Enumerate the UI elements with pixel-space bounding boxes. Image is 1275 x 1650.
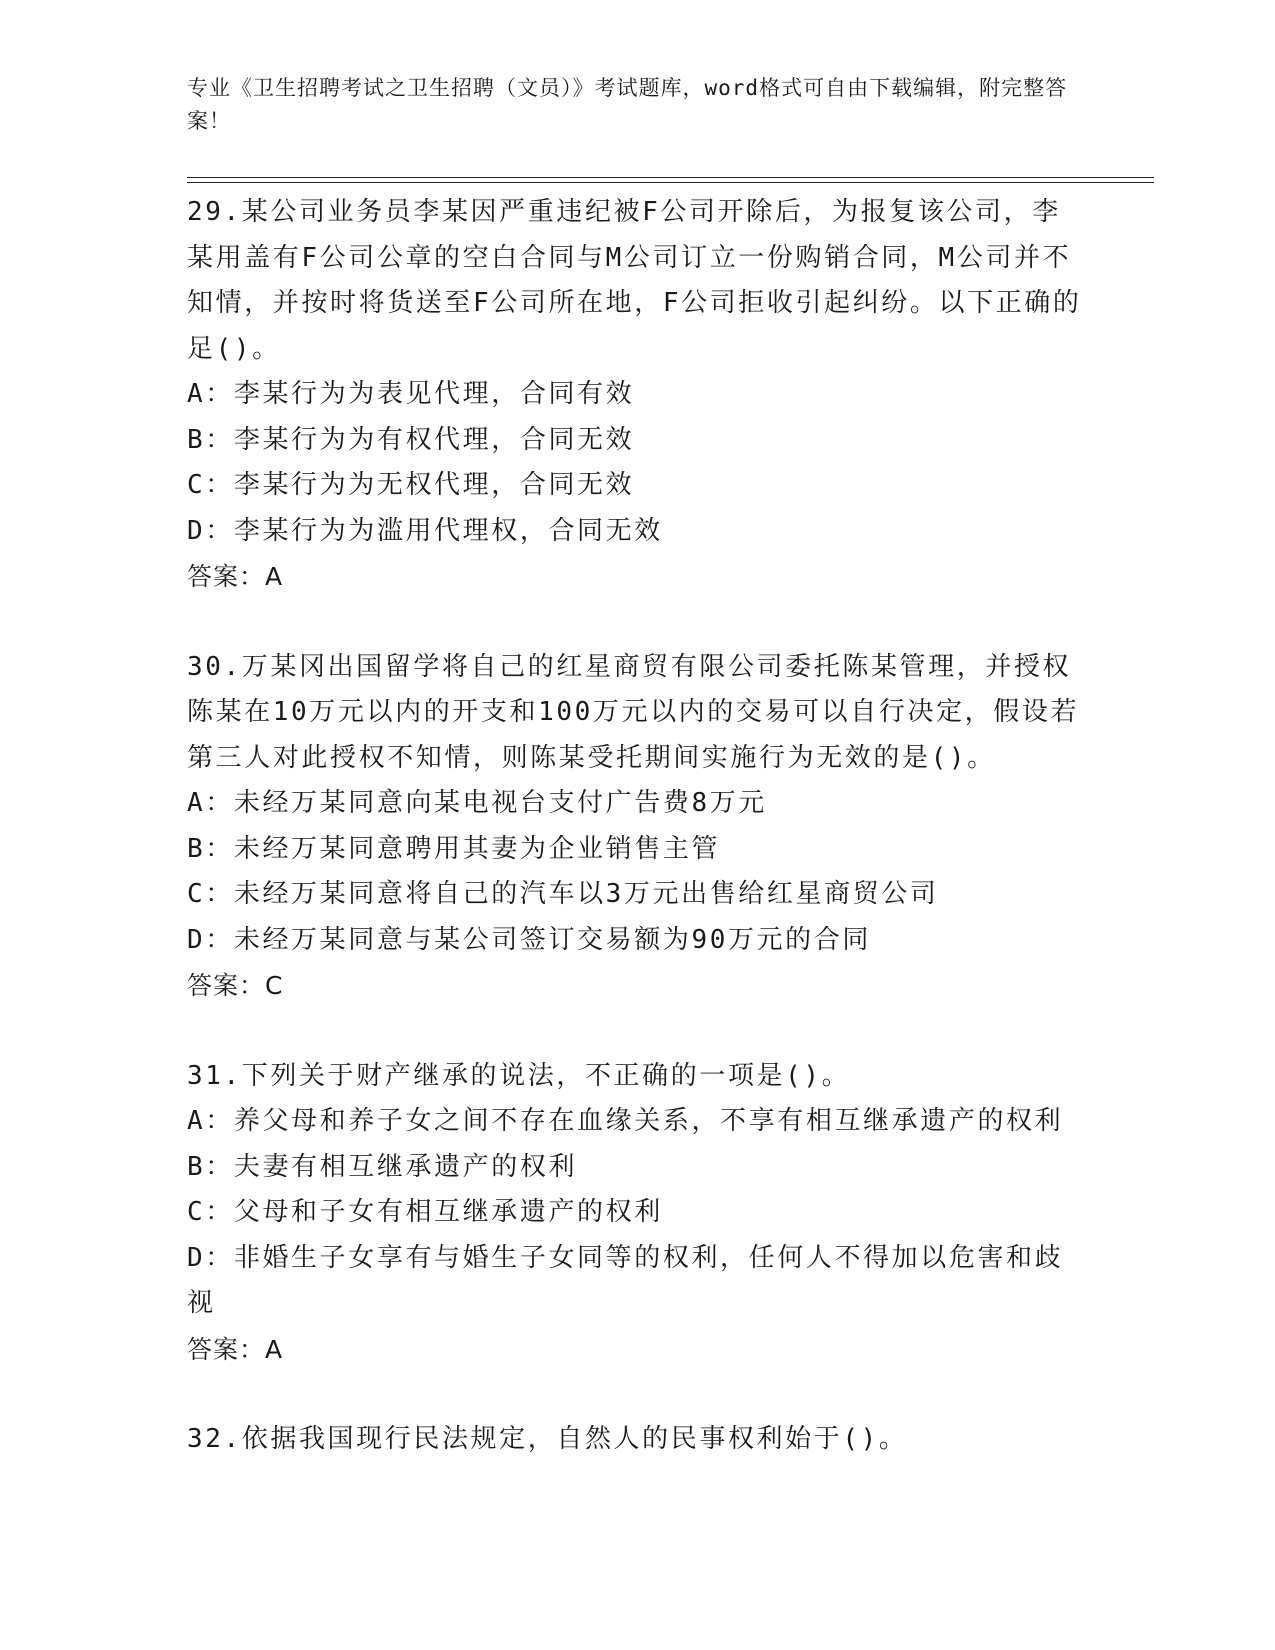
option-d: D：非婚生子女享有与婚生子女同等的权利，任何人不得加以危害和歧视	[187, 1242, 1064, 1318]
document-header: 专业《卫生招聘考试之卫生招聘（文员）》考试题库，word格式可自由下载编辑，附完整答案！	[187, 76, 1068, 133]
question-spacer	[187, 600, 1087, 645]
option-a: A：养父母和养子女之间不存在血缘关系，不享有相互继承遗产的权利	[187, 1106, 1064, 1136]
question-list	[187, 190, 1087, 1463]
question-stem: 30.万某冈出国留学将自己的红星商贸有限公司委托陈某管理，并授权陈某在10万元以内的开支和100万元以内的交易可以自行决定，假设若第三人对此授权不知情，则陈某受托期间实施行为无效的是()。	[187, 651, 1080, 773]
answer-line: 答案：C	[187, 971, 284, 1000]
option-d: D：李某行为为滥用代理权，合同无效	[187, 515, 663, 546]
header-divider-bottom	[187, 182, 1154, 183]
option-a: A：李某行为为表见代理，合同有效	[187, 379, 635, 409]
option-b: B：夫妻有相互继承遗产的权利	[187, 1151, 578, 1182]
question-30	[187, 645, 1087, 1009]
question-spacer	[187, 1009, 1087, 1054]
question-stem: 32.依据我国现行民法规定，自然人的民事权利始于()。	[187, 1424, 908, 1454]
question-stem: 31.下列关于财产继承的说法，不正确的一项是()。	[187, 1060, 851, 1091]
question-29	[187, 190, 1087, 600]
header-divider-top	[187, 177, 1154, 178]
option-b: B：未经万某同意聘用其妻为企业销售主管	[187, 833, 721, 864]
question-31	[187, 1054, 1087, 1373]
question-stem: 29.某公司业务员李某因严重违纪被F公司开除后，为报复该公司，李某用盖有F公司公章的空白合同与M公司订立一份购销合同，M公司并不知情，并按时将货送至F公司所在地，F公司拒收引起纠纷。以下正确的足()。	[187, 197, 1082, 364]
option-b: B：李某行为为有权代理，合同无效	[187, 424, 635, 455]
question-spacer	[187, 1372, 1087, 1417]
option-c: C：未经万某同意将自己的汽车以3万元出售给红星商贸公司	[187, 879, 939, 909]
answer-line: 答案：A	[187, 1334, 284, 1364]
option-c: C：李某行为为无权代理，合同无效	[187, 470, 635, 500]
option-c: C：父母和子女有相互继承遗产的权利	[187, 1197, 663, 1227]
question-32	[187, 1417, 1087, 1463]
option-d: D：未经万某同意与某公司签订交易额为90万元的合同	[187, 924, 871, 955]
option-a: A：未经万某同意向某电视台支付广告费8万元	[187, 788, 767, 818]
answer-line: 答案：A	[187, 562, 284, 591]
